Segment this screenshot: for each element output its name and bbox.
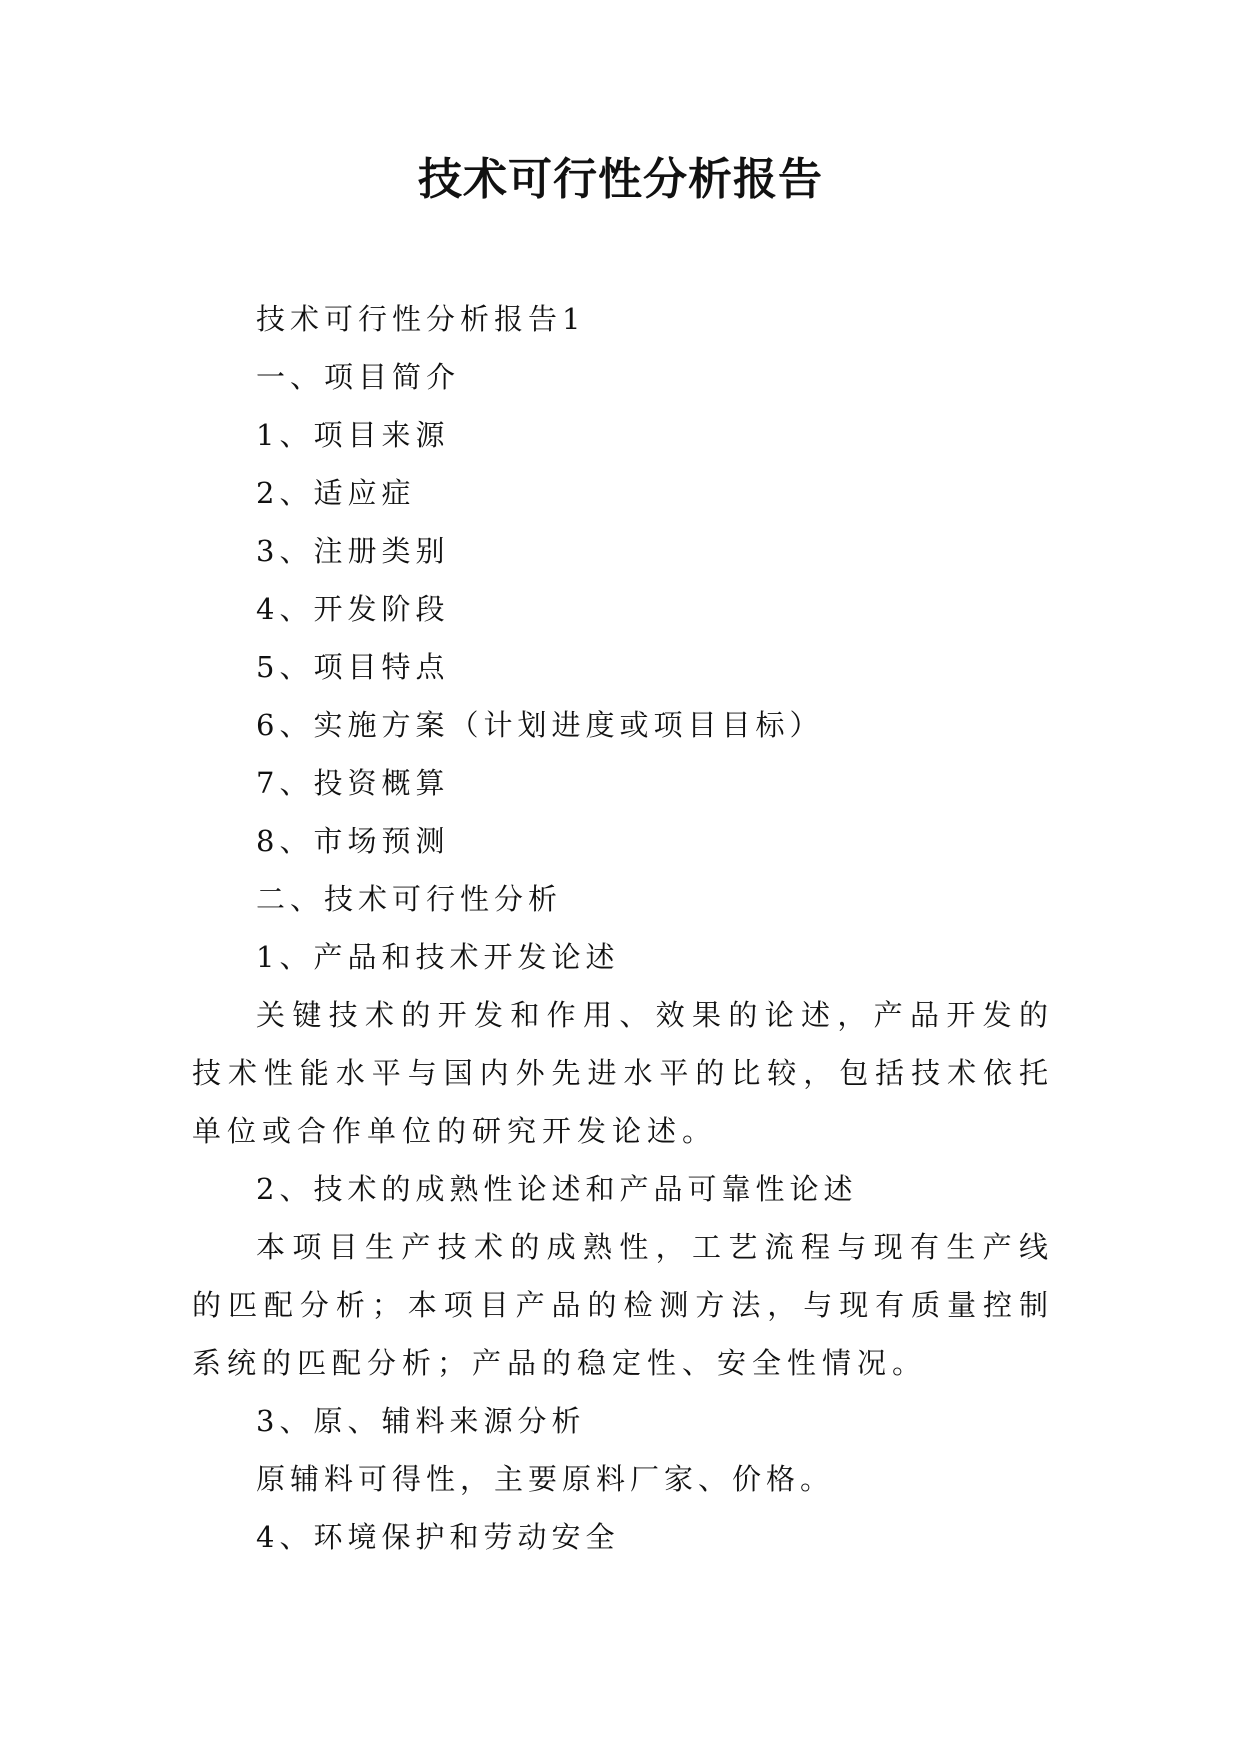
document-title: 技术可行性分析报告 [418, 154, 823, 205]
document-body [192, 290, 1054, 1566]
subheading-raw-materials: 3、原、辅料来源分析 [256, 1404, 586, 1438]
subheading-product-technology: 1、产品和技术开发论述 [256, 940, 620, 974]
list-item-implementation-plan: 6、实施方案（计划进度或项目目标） [256, 708, 824, 742]
list-item-indication: 2、适应症 [256, 476, 416, 510]
list-item-project-features: 5、项目特点 [256, 650, 450, 684]
list-item-market-forecast: 8、市场预测 [256, 824, 450, 858]
paragraph-maturity: 本项目生产技术的成熟性，工艺流程与现有生产线的匹配分析；本项目产品的检测方法，与现有质量控制系统的匹配分析；产品的稳定性、安全性情况。 [192, 1230, 1054, 1380]
section-heading-technical-feasibility: 二、技术可行性分析 [256, 882, 563, 916]
list-item-development-stage: 4、开发阶段 [256, 592, 450, 626]
subheading-environment-safety: 4、环境保护和劳动安全 [256, 1520, 620, 1554]
list-item-registration-category: 3、注册类别 [256, 534, 450, 568]
paragraph-raw-materials: 原辅料可得性，主要原料厂家、价格。 [256, 1462, 835, 1496]
section-heading-project-intro: 一、项目简介 [256, 360, 461, 394]
list-item-project-source: 1、项目来源 [256, 418, 450, 452]
paragraph-key-technology: 关键技术的开发和作用、效果的论述，产品开发的技术性能水平与国内外先进水平的比较，包括技术依托单位或合作单位的研究开发论述。 [192, 998, 1054, 1148]
list-item-investment-estimate: 7、投资概算 [256, 766, 450, 800]
subheading-maturity-reliability: 2、技术的成熟性论述和产品可靠性论述 [256, 1172, 858, 1206]
report-subtitle: 技术可行性分析报告1 [256, 302, 586, 336]
